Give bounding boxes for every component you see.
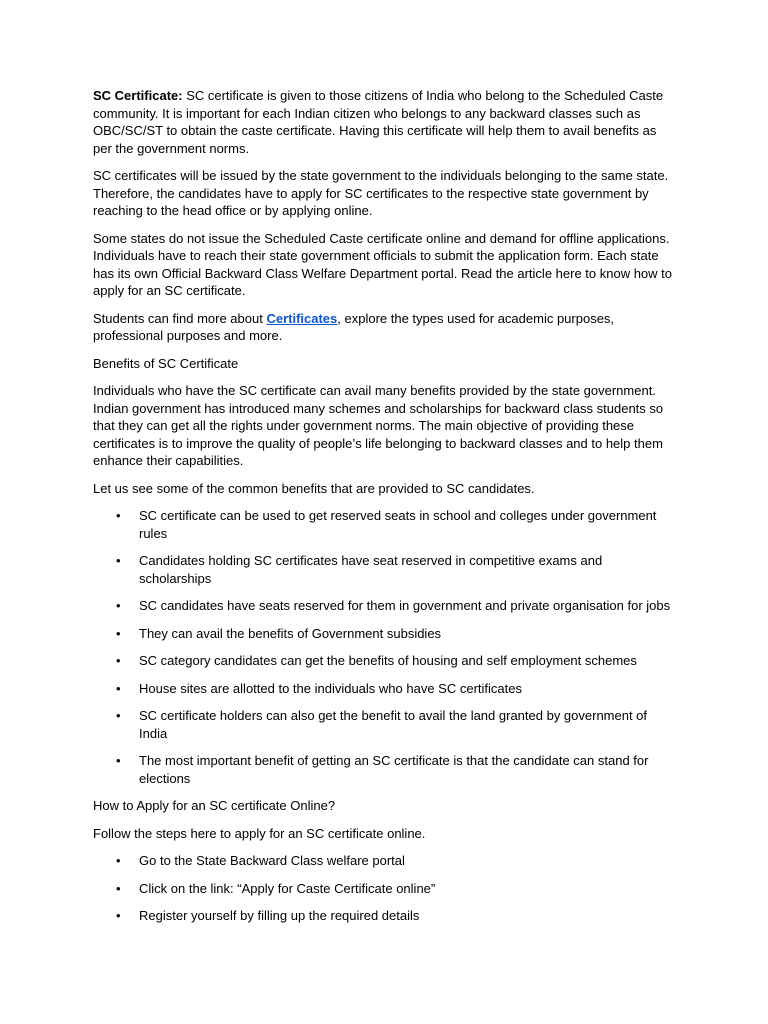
list-item xyxy=(93,707,675,742)
bullet-icon: • xyxy=(116,625,121,641)
benefits-intro-paragraph: Individuals who have the SC certificate can avail many benefits provided by the state government. Indian government has introduced many schemes and scholarships for backward class students so that they can get all the rights under government norms. The main objective of providing these certificates is to improve the quality of people’s life belonging to backward classes and to help them enhance their capabilities. xyxy=(93,383,664,468)
more-info-paragraph xyxy=(93,310,675,345)
more-info-text-after: , explore the types used for academic purposes, professional purposes and more. xyxy=(93,310,615,343)
intro-text: SC certificate is given to those citizens of India who belong to the Scheduled Caste community. It is important for each Indian citizen who belongs to any backward classes such as OBC/SC/ST to obtain the caste certificate. Having this certificate will help them to avail benefits as per the government norms. xyxy=(93,88,664,156)
list-item-text: Register yourself by filling up the required details xyxy=(139,908,420,923)
steps-list xyxy=(93,852,675,925)
bullet-icon: • xyxy=(116,753,121,768)
list-item xyxy=(93,652,675,670)
list-item xyxy=(93,907,675,925)
intro-label: SC Certificate: xyxy=(93,88,183,103)
list-item-text: SC candidates have seats reserved for them in government and private organisation for jobs xyxy=(139,598,671,613)
apply-intro-paragraph: Follow the steps here to apply for an SC certificate online. xyxy=(93,825,426,841)
benefits-lead-paragraph: Let us see some of the common benefits that are provided to SC candidates. xyxy=(93,480,535,496)
list-item-text: Click on the link: “Apply for Caste Certificate online” xyxy=(139,880,436,896)
bullet-icon: • xyxy=(116,598,121,613)
list-item xyxy=(93,680,675,698)
list-item xyxy=(93,752,675,787)
list-item-text: SC category candidates can get the benefits of housing and self employment schemes xyxy=(139,653,637,668)
list-item xyxy=(93,507,675,542)
list-item-text: They can avail the benefits of Government subsidies xyxy=(139,625,442,641)
bullet-icon: • xyxy=(116,653,121,668)
list-item-text: SC certificate holders can also get the benefit to avail the land granted by government of India xyxy=(139,708,648,741)
offline-paragraph: Some states do not issue the Scheduled Caste certificate online and demand for offline applications. Individuals have to reach their state government officials to submit the application form. Each state has its own Official Backward Class Welfare Department portal. Read the article here to know how to apply for an SC certificate. xyxy=(93,230,673,298)
bullet-icon: • xyxy=(116,680,121,696)
bullet-icon: • xyxy=(116,908,121,923)
bullet-icon: • xyxy=(116,508,121,523)
list-item-text: House sites are allotted to the individuals who have SC certificates xyxy=(139,680,522,696)
benefits-list xyxy=(93,507,675,787)
list-item xyxy=(93,552,675,587)
bullet-icon: • xyxy=(116,708,121,723)
bullet-icon: • xyxy=(116,553,121,568)
issuance-paragraph: SC certificates will be issued by the state government to the individuals belonging to the same state. Therefore, the candidates have to apply for SC certificates to the respective state government by reaching to the head office or by applying online. xyxy=(93,168,669,218)
list-item-text: Go to the State Backward Class welfare portal xyxy=(139,853,405,868)
list-item-text: SC certificate can be used to get reserved seats in school and colleges under government rules xyxy=(139,508,657,541)
list-item xyxy=(93,625,675,643)
list-item-text: The most important benefit of getting an SC certificate is that the candidate can stand for elections xyxy=(139,753,649,786)
bullet-icon: • xyxy=(116,880,121,896)
benefits-heading: Benefits of SC Certificate xyxy=(93,355,239,371)
certificates-link[interactable]: Certificates xyxy=(266,310,338,326)
bullet-icon: • xyxy=(116,853,121,868)
more-info-text-before: Students can find more about xyxy=(93,310,267,326)
list-item xyxy=(93,597,675,615)
list-item-text: Candidates holding SC certificates have seat reserved in competitive exams and scholarships xyxy=(139,553,603,586)
list-item xyxy=(93,880,675,898)
apply-heading: How to Apply for an SC certificate Online? xyxy=(93,798,336,813)
list-item xyxy=(93,852,675,870)
intro-paragraph xyxy=(93,87,675,157)
